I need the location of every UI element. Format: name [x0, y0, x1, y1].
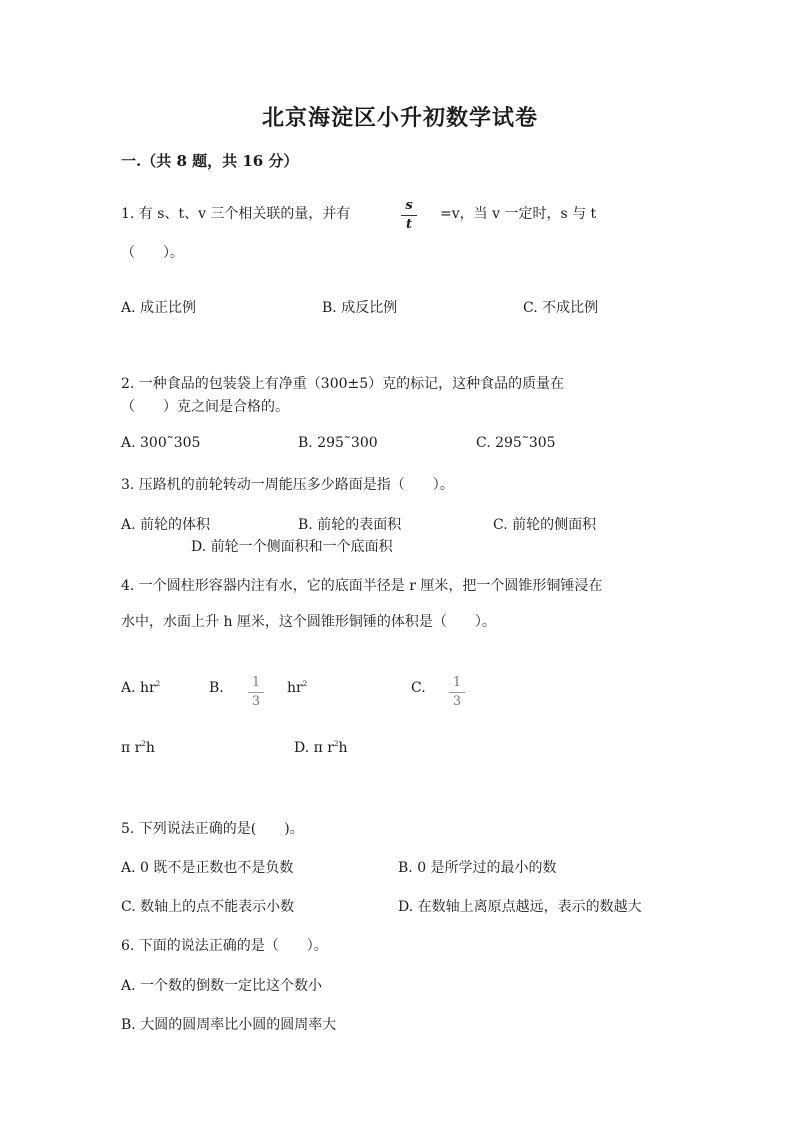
fraction-denominator: 3 [251, 694, 261, 709]
option-b-base: hr [287, 680, 303, 696]
superscript: 2 [155, 680, 161, 688]
fraction-bar [449, 692, 465, 693]
option-c-label: C. [411, 680, 426, 696]
option-b: B. 0 是所学过的最小的数 [398, 860, 557, 876]
fraction-numerator: 1 [452, 675, 462, 690]
superscript: 2 [302, 680, 308, 688]
option-a [121, 680, 160, 696]
section-header: 一.（共 8 题，共 16 分） [121, 152, 299, 170]
option-c: C. 前轮的侧面积 [493, 517, 597, 533]
option-d [294, 740, 347, 756]
superscript: 2 [141, 740, 146, 748]
fraction-denominator: 3 [452, 694, 462, 709]
option-b-label: B. [209, 680, 224, 696]
fraction-numerator: 1 [251, 675, 261, 690]
option-a: A. 300˜305 [121, 435, 201, 451]
question-4-text-cont: 水中，水面上升 h 厘米，这个圆锥形铜锤的体积是（ ）。 [121, 614, 496, 630]
option-a: A. 成正比例 [121, 300, 197, 316]
question-2-blank: （ ）克之间是合格的。 [121, 399, 289, 415]
option-a: A. 一个数的倒数一定比这个数小 [121, 978, 323, 994]
option-d: D. 在数轴上离原点越远，表示的数越大 [398, 899, 642, 915]
fraction-numerator: s [405, 198, 413, 213]
question-1-blank: （ ）。 [121, 245, 184, 261]
option-a: A. 0 既不是正数也不是负数 [121, 860, 294, 876]
fraction-one-third [245, 676, 267, 709]
fraction-bar [401, 215, 417, 216]
option-b: B. 成反比例 [322, 300, 398, 316]
option-d-pre: D. π r [294, 740, 334, 756]
option-c-expr [121, 740, 155, 756]
option-b: B. 前轮的表面积 [298, 517, 402, 533]
option-b: B. 295˜300 [298, 435, 378, 451]
fraction-bar [248, 692, 264, 693]
option-a-base: A. hr [121, 680, 156, 696]
question-2-text: 2. 一种食品的包装袋上有净重（300±5）克的标记，这种食品的质量在 [121, 376, 565, 392]
question-5-text: 5. 下列说法正确的是( )。 [121, 821, 304, 837]
option-b: B. 大圆的圆周率比小圆的圆周率大 [121, 1017, 337, 1033]
fraction-denominator: t [405, 217, 412, 232]
option-d: D. 前轮一个侧面积和一个底面积 [191, 539, 393, 555]
question-1-text-cont: =v，当 v 一定时，s 与 t [440, 206, 597, 222]
option-c-post: h [145, 740, 155, 756]
question-4-text: 4. 一个圆柱形容器内注有水，它的底面半径是 r 厘米，把一个圆锥形铜锤浸在 [121, 578, 603, 594]
option-a: A. 前轮的体积 [121, 517, 211, 533]
superscript: 2 [333, 740, 339, 748]
option-c: C. 数轴上的点不能表示小数 [121, 899, 295, 915]
question-1-text: 1. 有 s、t、v 三个相关联的量，并有 [121, 206, 351, 222]
option-c-pre: π r [121, 740, 142, 756]
option-d-post: h [338, 740, 348, 756]
option-b-expr [287, 680, 307, 696]
fraction-s-over-t [398, 199, 420, 232]
option-c: C. 295˜305 [476, 435, 556, 451]
page-title: 北京海淀区小升初数学试卷 [261, 105, 538, 131]
fraction-one-third [446, 676, 468, 709]
option-c: C. 不成比例 [523, 300, 599, 316]
question-6-text: 6. 下面的说法正确的是（ ）。 [121, 938, 328, 954]
question-3-text: 3. 压路机的前轮转动一周能压多少路面是指（ ）。 [121, 477, 454, 493]
